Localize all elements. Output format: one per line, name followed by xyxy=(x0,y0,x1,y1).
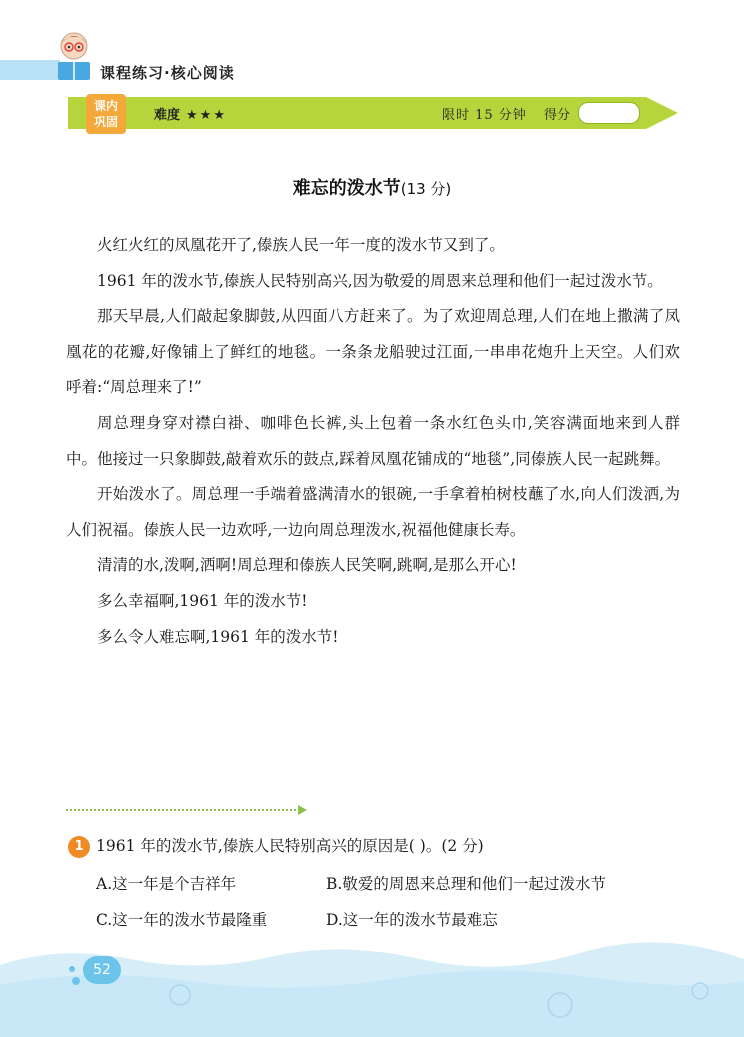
option-d[interactable]: D.这一年的泼水节最难忘 xyxy=(326,911,498,929)
paragraph: 1961 年的泼水节,傣族人民特别高兴,因为敬爱的周恩来总理和他们一起过泼水节。 xyxy=(97,271,663,290)
divider-arrow-icon xyxy=(298,805,307,815)
badge-line-1: 课内 xyxy=(93,99,118,113)
question-number-badge: 1 xyxy=(68,836,90,858)
difficulty-label: 难度 xyxy=(154,108,181,123)
section-divider xyxy=(66,809,300,811)
article-title xyxy=(0,174,744,200)
option-a[interactable]: A.这一年是个吉祥年 xyxy=(96,875,237,893)
difficulty-stars: ★★★ xyxy=(186,108,227,123)
article-body xyxy=(66,228,680,655)
header-title: 课程练习·核心阅读 xyxy=(100,64,235,82)
paragraph: 火红火红的凤凰花开了,傣族人民一年一度的泼水节又到了。 xyxy=(97,236,505,254)
footer-wave-decoration xyxy=(0,935,744,1037)
time-limit: 限时 15 分钟 xyxy=(442,108,527,123)
article-score: (13 分) xyxy=(400,180,452,198)
question-text: 1961 年的泼水节,傣族人民特别高兴的原因是( )。(2 分) xyxy=(96,837,484,855)
paragraph: 周总理身穿对襟白褂、咖啡色长裤,头上包着一条水红色头巾,笑容满面地来到人群中。他接过一只象脚鼓,敲着欢乐的鼓点,踩着凤凰花铺成的“地毯”,同傣族人民一起跳舞。 xyxy=(66,413,680,468)
mascot-reading-icon xyxy=(52,28,96,84)
paragraph: 那天早晨,人们敲起象脚鼓,从四面八方赶来了。为了欢迎周总理,人们在地上撒满了凤凰花的花瓣,好像铺上了鲜红的地毯。一条条龙船驶过江面,一串串花炮升上天空。人们欢呼着:“周总理来了!” xyxy=(66,307,680,397)
paragraph: 清清的水,泼啊,洒啊!周总理和傣族人民笑啊,跳啊,是那么开心! xyxy=(97,556,517,575)
option-c[interactable]: C.这一年的泼水节最隆重 xyxy=(96,911,268,929)
paragraph: 多么令人难忘啊,1961 年的泼水节! xyxy=(97,627,339,646)
paragraph: 多么幸福啊,1961 年的泼水节! xyxy=(97,591,308,610)
article-title-text: 难忘的泼水节 xyxy=(292,178,401,199)
badge-line-2: 巩固 xyxy=(93,115,118,129)
paragraph: 开始泼水了。周总理一手端着盛满清水的银碗,一手拿着柏树枝蘸了水,向人们泼洒,为人们祝福。傣族人民一边欢呼,一边向周总理泼水,祝福他健康长寿。 xyxy=(66,485,680,539)
score-label: 得分 xyxy=(544,108,571,123)
header-band xyxy=(0,60,60,80)
difficulty xyxy=(154,104,227,123)
score-input[interactable] xyxy=(578,102,640,124)
option-b[interactable]: B.敬爱的周恩来总理和他们一起过泼水节 xyxy=(326,875,606,893)
section-badge xyxy=(86,94,126,134)
page-number: 52 xyxy=(83,956,121,984)
